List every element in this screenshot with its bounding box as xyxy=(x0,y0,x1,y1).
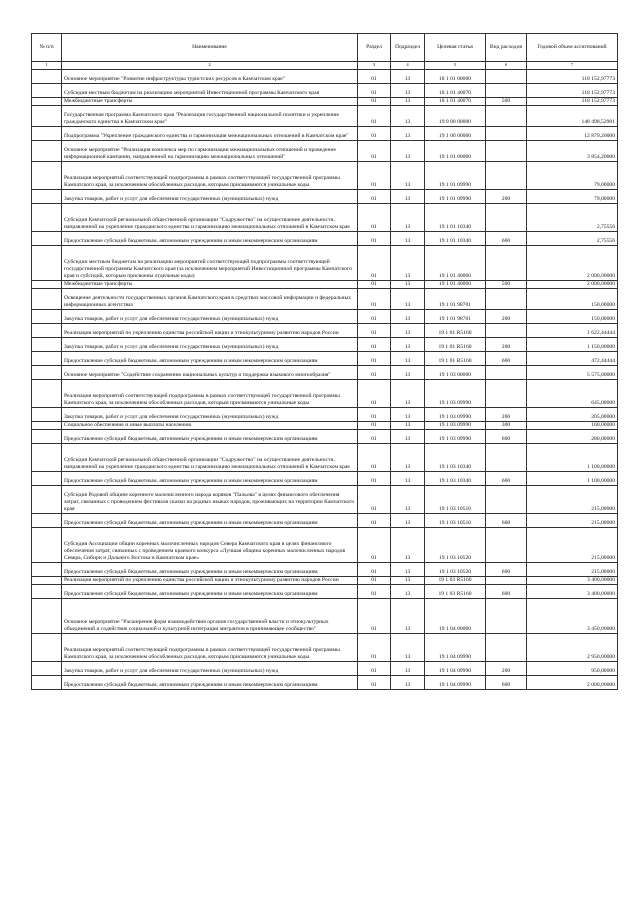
cell-expense-type xyxy=(486,203,527,231)
cell-number xyxy=(32,70,62,84)
cell-amount: 1 622,44444 xyxy=(527,323,618,337)
cell-number xyxy=(32,323,62,337)
cell-amount: 645,00000 xyxy=(527,379,618,407)
cell-razdel: 01 xyxy=(358,485,391,513)
cell-razdel: 01 xyxy=(358,513,391,527)
cell-target-article: 19 1 03 R5160 xyxy=(425,576,486,584)
cell-number xyxy=(32,288,62,309)
cell-razdel: 01 xyxy=(358,288,391,309)
cell-podrazdel: 13 xyxy=(391,365,425,379)
table-row xyxy=(32,443,618,471)
cell-expense-type xyxy=(486,443,527,471)
cell-razdel: 01 xyxy=(358,407,391,421)
cell-razdel: 01 xyxy=(358,443,391,471)
cell-razdel: 01 xyxy=(358,421,391,429)
cell-name: Реализация мероприятий соответствующей подпрограммы в рамках соответствующей государственной программы Камчатского края, за исключением обособленных расходов, которым присваиваются уникальные коды xyxy=(62,379,358,407)
cell-razdel: 01 xyxy=(358,661,391,675)
cell-podrazdel: 13 xyxy=(391,485,425,513)
col-header-target-article: Целевая статья xyxy=(425,34,486,62)
cell-number xyxy=(32,471,62,485)
cell-amount: 150,00000 xyxy=(527,288,618,309)
cell-name: Субсидия Камчатской региональной общественной организации "Содружество" на осуществление деятельности, направленной на укрепление гражданского единства и гармонизацию межнациональных отношений в Камчатском крае xyxy=(62,203,358,231)
cell-podrazdel: 13 xyxy=(391,576,425,584)
col-index: 1 xyxy=(32,62,62,70)
cell-number xyxy=(32,189,62,203)
cell-amount: 79,00000 xyxy=(527,161,618,189)
cell-number xyxy=(32,598,62,633)
table-row xyxy=(32,421,618,429)
cell-expense-type xyxy=(486,105,527,126)
cell-target-article: 19 1 03 09990 xyxy=(425,421,486,429)
cell-name: Предоставление субсидий бюджетным, автономным учреждениям и иным некоммерческим организациям xyxy=(62,231,358,245)
cell-target-article: 19 1 01 98701 xyxy=(425,288,486,309)
cell-target-article: 19 1 04 09990 xyxy=(425,633,486,661)
cell-razdel: 01 xyxy=(358,471,391,485)
cell-expense-type xyxy=(486,527,527,562)
cell-target-article: 19 1 01 40060 xyxy=(425,280,486,288)
table-row xyxy=(32,576,618,584)
cell-podrazdel: 13 xyxy=(391,288,425,309)
cell-name: Реализация мероприятий соответствующей подпрограммы в рамках соответствующей государственной программы Камчатского края, за исключением обособленных расходов, которым присваиваются уникальные коды xyxy=(62,633,358,661)
col-header-annual-amount: Годовой объем ассигнований xyxy=(527,34,618,62)
cell-expense-type: 600 xyxy=(486,675,527,689)
cell-razdel: 01 xyxy=(358,584,391,598)
cell-podrazdel: 13 xyxy=(391,105,425,126)
budget-document xyxy=(31,33,617,690)
table-row xyxy=(32,562,618,576)
table-row xyxy=(32,231,618,245)
cell-amount: 2 950,00000 xyxy=(527,633,618,661)
cell-name: Закупка товаров, работ и услуг для обеспечения государственных (муниципальных) нужд xyxy=(62,189,358,203)
cell-number xyxy=(32,203,62,231)
cell-name: Межбюджетные трансферты xyxy=(62,98,358,106)
cell-number xyxy=(32,126,62,140)
table-row xyxy=(32,203,618,231)
table-row xyxy=(32,309,618,323)
cell-target-article: 19 1 04 09990 xyxy=(425,675,486,689)
table-row xyxy=(32,161,618,189)
cell-amount: 3 400,00000 xyxy=(527,584,618,598)
cell-expense-type: 600 xyxy=(486,562,527,576)
col-index: 4 xyxy=(391,62,425,70)
cell-name: Закупка товаров, работ и услуг для обеспечения государственных (муниципальных) нужд xyxy=(62,661,358,675)
table-row xyxy=(32,126,618,140)
cell-number xyxy=(32,675,62,689)
cell-name: Субсидия местным бюджетам на реализацию мероприятий Инвестиционной программы Камчатского края xyxy=(62,84,358,98)
cell-target-article: 19 1 04 00000 xyxy=(425,598,486,633)
cell-razdel: 01 xyxy=(358,337,391,351)
cell-razdel: 01 xyxy=(358,105,391,126)
cell-podrazdel: 13 xyxy=(391,231,425,245)
cell-number xyxy=(32,245,62,280)
cell-number xyxy=(32,84,62,98)
cell-amount: 2,75556 xyxy=(527,231,618,245)
cell-podrazdel: 13 xyxy=(391,126,425,140)
cell-amount: 2 000,00000 xyxy=(527,675,618,689)
cell-number xyxy=(32,661,62,675)
cell-podrazdel: 13 xyxy=(391,429,425,443)
cell-amount: 205,00000 xyxy=(527,407,618,421)
cell-podrazdel: 13 xyxy=(391,584,425,598)
cell-number xyxy=(32,231,62,245)
cell-target-article: 19 1 03 10340 xyxy=(425,443,486,471)
table-row xyxy=(32,365,618,379)
cell-razdel: 01 xyxy=(358,98,391,106)
cell-expense-type: 600 xyxy=(486,351,527,365)
cell-number xyxy=(32,365,62,379)
cell-podrazdel: 13 xyxy=(391,527,425,562)
col-index: 2 xyxy=(62,62,358,70)
cell-name: Предоставление субсидий бюджетным, автономным учреждениям и иным некоммерческим организациям xyxy=(62,471,358,485)
cell-amount: 79,00000 xyxy=(527,189,618,203)
cell-expense-type: 200 xyxy=(486,337,527,351)
table-row xyxy=(32,189,618,203)
cell-number xyxy=(32,584,62,598)
cell-number xyxy=(32,140,62,161)
cell-target-article: 19 1 03 09990 xyxy=(425,379,486,407)
cell-amount: 3 854,20000 xyxy=(527,140,618,161)
cell-target-article: 19 1 01 40060 xyxy=(425,245,486,280)
cell-podrazdel: 13 xyxy=(391,661,425,675)
cell-razdel: 01 xyxy=(358,675,391,689)
cell-expense-type: 600 xyxy=(486,429,527,443)
cell-name: Субсидия Родовой общине коренного малочисленного народа коряков "Пальова" в целях финансового обеспечения затрат, связанных с проведением фестиваля сказки на родных языках народов, проживающих на территории Камчатского края xyxy=(62,485,358,513)
cell-razdel: 01 xyxy=(358,84,391,98)
cell-target-article: 18 1 01 40070 xyxy=(425,98,486,106)
cell-razdel: 01 xyxy=(358,576,391,584)
cell-expense-type xyxy=(486,379,527,407)
cell-razdel: 01 xyxy=(358,161,391,189)
cell-amount: 2 000,00000 xyxy=(527,280,618,288)
cell-name: Предоставление субсидий бюджетным, автономным учреждениям и иным некоммерческим организациям xyxy=(62,429,358,443)
cell-razdel: 01 xyxy=(358,562,391,576)
cell-target-article: 19 1 03 10520 xyxy=(425,527,486,562)
table-row xyxy=(32,633,618,661)
table-row xyxy=(32,140,618,161)
cell-target-article: 19 1 04 09990 xyxy=(425,661,486,675)
cell-razdel: 01 xyxy=(358,231,391,245)
cell-podrazdel: 13 xyxy=(391,443,425,471)
table-row xyxy=(32,598,618,633)
table-row xyxy=(32,429,618,443)
table-row xyxy=(32,485,618,513)
cell-podrazdel: 13 xyxy=(391,633,425,661)
table-row xyxy=(32,105,618,126)
col-header-name: Наименование xyxy=(62,34,358,62)
cell-number xyxy=(32,527,62,562)
cell-target-article: 19 1 03 00000 xyxy=(425,365,486,379)
cell-expense-type: 500 xyxy=(486,98,527,106)
table-row xyxy=(32,675,618,689)
cell-podrazdel: 13 xyxy=(391,675,425,689)
cell-name: Субсидия Ассоциации общин коренных малочисленных народов Севера Камчатского края в целях финансового обеспечения затрат, связанных с проведением краевого конкурса «Лучшая община коренных малочисленных народов Севера, Сибири и Дальнего Востока в Камчатском крае» xyxy=(62,527,358,562)
cell-number xyxy=(32,161,62,189)
cell-target-article: 19 1 03 10510 xyxy=(425,485,486,513)
cell-expense-type: 300 xyxy=(486,421,527,429)
cell-razdel: 01 xyxy=(358,429,391,443)
cell-expense-type xyxy=(486,84,527,98)
cell-expense-type xyxy=(486,140,527,161)
cell-number xyxy=(32,280,62,288)
cell-expense-type: 200 xyxy=(486,189,527,203)
cell-amount: 280,00000 xyxy=(527,429,618,443)
table-row xyxy=(32,513,618,527)
cell-razdel: 01 xyxy=(358,379,391,407)
cell-number xyxy=(32,485,62,513)
cell-razdel: 01 xyxy=(358,365,391,379)
table-row xyxy=(32,280,618,288)
cell-target-article: 19 1 01 00000 xyxy=(425,140,486,161)
table-row xyxy=(32,661,618,675)
cell-number xyxy=(32,513,62,527)
cell-name: Предоставление субсидий бюджетным, автономным учреждениям и иным некоммерческим организациям xyxy=(62,351,358,365)
cell-expense-type: 500 xyxy=(486,280,527,288)
cell-name: Реализация мероприятий по укреплению единства российской нации и этнокультурному развитию народов России xyxy=(62,323,358,337)
table-row xyxy=(32,407,618,421)
cell-amount: 2 000,00000 xyxy=(527,245,618,280)
cell-podrazdel: 13 xyxy=(391,407,425,421)
cell-number xyxy=(32,421,62,429)
cell-number xyxy=(32,337,62,351)
cell-target-article: 19 0 00 00000 xyxy=(425,105,486,126)
cell-number xyxy=(32,443,62,471)
cell-amount: 12 879,20000 xyxy=(527,126,618,140)
cell-amount: 160,00000 xyxy=(527,421,618,429)
cell-name: Основное мероприятие "Расширение форм взаимодействия органов государственной власти и этнокультурных объединений и содействие социальной и культурной интеграции мигрантов в принимающее сообщество" xyxy=(62,598,358,633)
cell-amount: 150,00000 xyxy=(527,309,618,323)
cell-target-article: 19 1 03 09990 xyxy=(425,407,486,421)
table-row xyxy=(32,471,618,485)
cell-name: Субсидия Камчатской региональной общественной организации "Содружество" на осуществление деятельности, направленной на укрепление гражданского единства и гармонизацию межнациональных отношений в Камчатском крае xyxy=(62,443,358,471)
cell-amount: 1 150,00000 xyxy=(527,337,618,351)
cell-expense-type xyxy=(486,245,527,280)
cell-name: Реализация мероприятий соответствующей подпрограммы в рамках соответствующей государственной программы Камчатского края, за исключением обособленных расходов, которым присваиваются уникальные коды xyxy=(62,161,358,189)
cell-amount: 5 575,00000 xyxy=(527,365,618,379)
cell-podrazdel: 13 xyxy=(391,161,425,189)
cell-razdel: 01 xyxy=(358,633,391,661)
col-index: 3 xyxy=(358,62,391,70)
cell-expense-type: 600 xyxy=(486,584,527,598)
cell-name: Основное мероприятие "Реализация комплекса мер по гармонизации межнациональных отношений и проведение информационной кампании, направленной на гармонизацию межнациональных отношений" xyxy=(62,140,358,161)
cell-name: Предоставление субсидий бюджетным, автономным учреждениям и иным некоммерческим организациям xyxy=(62,584,358,598)
cell-razdel: 01 xyxy=(358,245,391,280)
table-row xyxy=(32,337,618,351)
cell-name: Государственная программа Камчатского края "Реализация государственной национальной политики и укрепление гражданского единства в Камчатском крае" xyxy=(62,105,358,126)
table-row xyxy=(32,351,618,365)
table-row xyxy=(32,527,618,562)
col-index: 6 xyxy=(486,62,527,70)
cell-name: Основное мероприятие "Развитие инфраструктуры туристских ресурсов в Камчатском крае" xyxy=(62,70,358,84)
cell-target-article: 19 1 01 R5160 xyxy=(425,351,486,365)
cell-target-article: 19 1 01 R5160 xyxy=(425,323,486,337)
cell-razdel: 01 xyxy=(358,189,391,203)
cell-podrazdel: 13 xyxy=(391,189,425,203)
cell-expense-type xyxy=(486,126,527,140)
cell-target-article: 19 1 00 00000 xyxy=(425,126,486,140)
cell-number xyxy=(32,407,62,421)
cell-target-article: 19 1 01 09990 xyxy=(425,189,486,203)
cell-expense-type xyxy=(486,365,527,379)
cell-name: Подпрограмма "Укрепление гражданского единства и гармонизация межнациональных отношений в Камчатском крае" xyxy=(62,126,358,140)
cell-expense-type: 600 xyxy=(486,231,527,245)
cell-name: Закупка товаров, работ и услуг для обеспечения государственных (муниципальных) нужд xyxy=(62,337,358,351)
cell-podrazdel: 13 xyxy=(391,513,425,527)
cell-expense-type xyxy=(486,598,527,633)
col-index: 7 xyxy=(527,62,618,70)
cell-podrazdel: 13 xyxy=(391,70,425,84)
cell-target-article: 19 1 01 98701 xyxy=(425,309,486,323)
cell-amount: 472,44444 xyxy=(527,351,618,365)
cell-amount: 3 450,00000 xyxy=(527,598,618,633)
cell-expense-type xyxy=(486,323,527,337)
cell-razdel: 01 xyxy=(358,351,391,365)
cell-podrazdel: 13 xyxy=(391,379,425,407)
cell-target-article: 19 1 01 09990 xyxy=(425,161,486,189)
cell-podrazdel: 13 xyxy=(391,203,425,231)
cell-number xyxy=(32,309,62,323)
cell-number xyxy=(32,351,62,365)
cell-podrazdel: 13 xyxy=(391,471,425,485)
cell-razdel: 01 xyxy=(358,527,391,562)
table-index-row xyxy=(32,62,618,70)
cell-podrazdel: 13 xyxy=(391,351,425,365)
table-row xyxy=(32,288,618,309)
cell-amount: 215,00000 xyxy=(527,485,618,513)
cell-podrazdel: 13 xyxy=(391,245,425,280)
cell-number xyxy=(32,98,62,106)
cell-target-article: 19 1 01 10340 xyxy=(425,231,486,245)
cell-razdel: 01 xyxy=(358,140,391,161)
cell-razdel: 01 xyxy=(358,203,391,231)
cell-number xyxy=(32,562,62,576)
cell-expense-type xyxy=(486,288,527,309)
cell-podrazdel: 13 xyxy=(391,140,425,161)
cell-number xyxy=(32,105,62,126)
cell-amount: 118 152,97773 xyxy=(527,84,618,98)
cell-razdel: 01 xyxy=(358,280,391,288)
cell-name: Межбюджетные трансферты xyxy=(62,280,358,288)
cell-target-article: 19 1 03 10520 xyxy=(425,562,486,576)
cell-expense-type: 600 xyxy=(486,513,527,527)
cell-podrazdel: 13 xyxy=(391,421,425,429)
col-index: 5 xyxy=(425,62,486,70)
cell-amount: 1 100,00000 xyxy=(527,471,618,485)
table-row xyxy=(32,98,618,106)
cell-number xyxy=(32,633,62,661)
cell-amount: 950,00000 xyxy=(527,661,618,675)
cell-amount: 1 100,00000 xyxy=(527,443,618,471)
col-header-number: № п/п xyxy=(32,34,62,62)
cell-expense-type: 200 xyxy=(486,309,527,323)
table-row xyxy=(32,379,618,407)
table-row xyxy=(32,84,618,98)
cell-target-article: 18 1 01 00000 xyxy=(425,70,486,84)
cell-razdel: 01 xyxy=(358,70,391,84)
table-row xyxy=(32,584,618,598)
table-row xyxy=(32,245,618,280)
cell-podrazdel: 13 xyxy=(391,98,425,106)
cell-target-article: 19 1 01 R5160 xyxy=(425,337,486,351)
cell-amount: 118 152,97773 xyxy=(527,70,618,84)
col-header-expense-type: Вид расходов xyxy=(486,34,527,62)
cell-target-article: 19 1 03 09990 xyxy=(425,429,486,443)
cell-amount: 215,00000 xyxy=(527,513,618,527)
cell-razdel: 01 xyxy=(358,598,391,633)
cell-podrazdel: 13 xyxy=(391,337,425,351)
cell-expense-type: 600 xyxy=(486,471,527,485)
cell-razdel: 01 xyxy=(358,323,391,337)
cell-name: Предоставление субсидий бюджетным, автономным учреждениям и иным некоммерческим организациям xyxy=(62,562,358,576)
cell-podrazdel: 13 xyxy=(391,280,425,288)
cell-expense-type xyxy=(486,70,527,84)
cell-target-article: 19 1 03 10340 xyxy=(425,471,486,485)
cell-target-article: 19 1 03 10510 xyxy=(425,513,486,527)
cell-target-article: 18 1 01 40070 xyxy=(425,84,486,98)
cell-amount: 215,00000 xyxy=(527,527,618,562)
cell-razdel: 01 xyxy=(358,126,391,140)
cell-amount: 148 498,52901 xyxy=(527,105,618,126)
cell-number xyxy=(32,576,62,584)
cell-expense-type xyxy=(486,161,527,189)
cell-target-article: 19 1 01 10340 xyxy=(425,203,486,231)
cell-expense-type: 200 xyxy=(486,407,527,421)
cell-number xyxy=(32,379,62,407)
table-row xyxy=(32,323,618,337)
cell-name: Социальное обеспечение и иные выплаты населению xyxy=(62,421,358,429)
cell-name: Реализация мероприятий по укреплению единства российской нации и этнокультурному развитию народов России xyxy=(62,576,358,584)
cell-amount: 2,75556 xyxy=(527,203,618,231)
cell-podrazdel: 13 xyxy=(391,323,425,337)
cell-name: Освещение деятельности государственных органов Камчатского края в средствах массовой информации и федеральных информационных агентствах xyxy=(62,288,358,309)
cell-podrazdel: 13 xyxy=(391,84,425,98)
cell-podrazdel: 13 xyxy=(391,598,425,633)
cell-expense-type xyxy=(486,633,527,661)
table-header-row xyxy=(32,34,618,62)
cell-name: Субсидии местным бюджетам на реализацию мероприятий соответствующей подпрограммы соответствующей государственной программы Камчатского края (за исключением мероприятий Инвестиционной программы Камчатского края и субсидий, которым присвоены отдельные коды) xyxy=(62,245,358,280)
cell-amount: 118 152,97773 xyxy=(527,98,618,106)
cell-target-article: 19 1 03 R5160 xyxy=(425,584,486,598)
budget-table xyxy=(31,33,618,690)
cell-name: Предоставление субсидий бюджетным, автономным учреждениям и иным некоммерческим организациям xyxy=(62,513,358,527)
cell-name: Закупка товаров, работ и услуг для обеспечения государственных (муниципальных) нужд xyxy=(62,309,358,323)
col-header-podrazdel: Подраздел xyxy=(391,34,425,62)
cell-razdel: 01 xyxy=(358,309,391,323)
cell-podrazdel: 13 xyxy=(391,309,425,323)
table-row xyxy=(32,70,618,84)
cell-amount: 3 400,00000 xyxy=(527,576,618,584)
cell-name: Закупка товаров, работ и услуг для обеспечения государственных (муниципальных) нужд xyxy=(62,407,358,421)
cell-number xyxy=(32,429,62,443)
cell-name: Предоставление субсидий бюджетным, автономным учреждениям и иным некоммерческим организациям xyxy=(62,675,358,689)
cell-expense-type xyxy=(486,485,527,513)
cell-amount: 215,00000 xyxy=(527,562,618,576)
col-header-razdel: Раздел xyxy=(358,34,391,62)
cell-podrazdel: 13 xyxy=(391,562,425,576)
cell-expense-type: 200 xyxy=(486,661,527,675)
cell-name: Основное мероприятие "Содействие сохранению национальных культур и поддержка языкового многообразия" xyxy=(62,365,358,379)
cell-expense-type xyxy=(486,576,527,584)
